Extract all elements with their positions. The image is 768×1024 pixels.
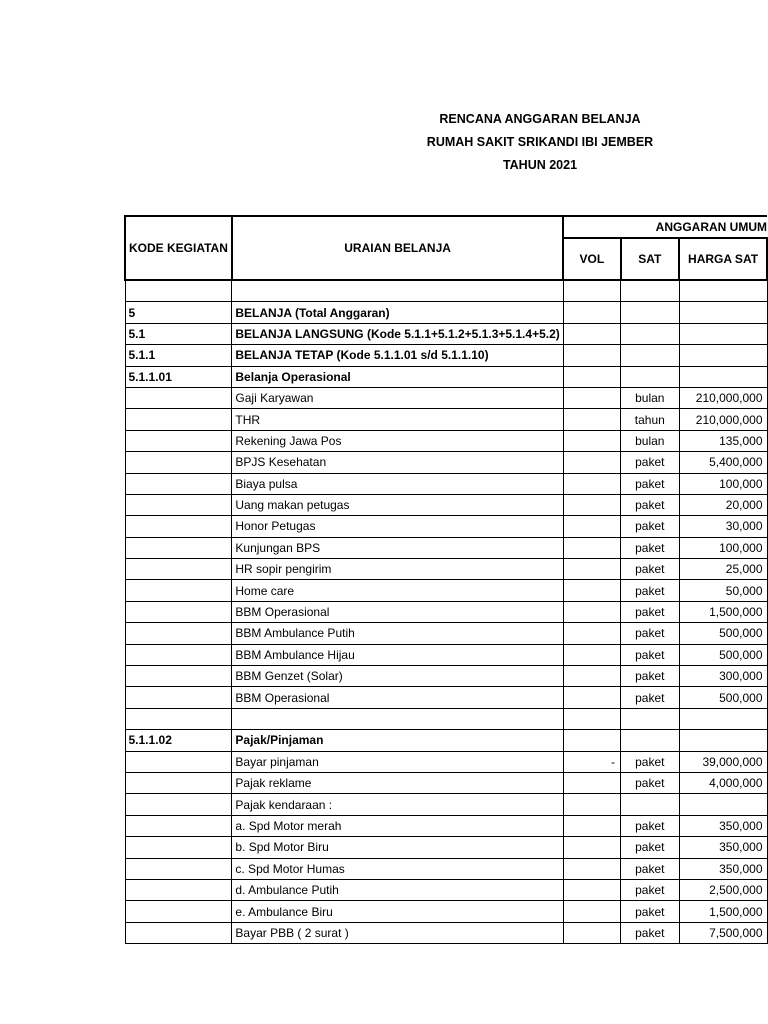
cell-harga: 4,000,000 [679,772,767,793]
table-row [125,366,767,387]
cell-harga: 350,000 [679,815,767,836]
table-body [125,280,767,944]
cell-uraian: Uang makan petugas [232,494,563,515]
cell-sat [621,708,680,729]
cell-uraian: Belanja Operasional [232,366,563,387]
cell-sat: tahun [621,409,680,430]
table-row [125,452,767,473]
cell-sat: paket [621,687,680,708]
cell-uraian: BPJS Kesehatan [232,452,563,473]
cell-kode [125,772,232,793]
cell-vol [563,837,620,858]
cell-sat: paket [621,815,680,836]
table-row [125,623,767,644]
cell-uraian: BBM Ambulance Hijau [232,644,563,665]
table-row [125,687,767,708]
cell-uraian: b. Spd Motor Biru [232,837,563,858]
table-row [125,323,767,344]
cell-sat [621,345,680,366]
cell-uraian: Gaji Karyawan [232,387,563,408]
cell-vol [563,858,620,879]
table-row [125,580,767,601]
cell-sat [621,302,680,323]
cell-harga: 7,500,000 [679,922,767,943]
cell-harga: 210,000,000 [679,387,767,408]
cell-harga: 350,000 [679,837,767,858]
cell-uraian: e. Ambulance Biru [232,901,563,922]
cell-uraian: Bayar PBB ( 2 surat ) [232,922,563,943]
table-row [125,473,767,494]
cell-vol [563,430,620,451]
cell-sat: paket [621,601,680,622]
table-row [125,879,767,900]
cell-kode [125,687,232,708]
cell-sat [621,323,680,344]
budget-table [124,215,768,944]
cell-harga: 50,000 [679,580,767,601]
cell-kode [125,452,232,473]
header-anggaran: ANGGARAN UMUM [563,216,767,238]
title-line-1: RENCANA ANGGARAN BELANJA [439,112,641,126]
cell-kode [125,644,232,665]
cell-uraian: THR [232,409,563,430]
cell-kode [125,601,232,622]
table-row [125,730,767,751]
cell-vol [563,494,620,515]
cell-kode [125,708,232,729]
table-row [125,537,767,558]
cell-vol [563,516,620,537]
cell-vol [563,730,620,751]
cell-vol [563,559,620,580]
cell-vol [563,409,620,430]
cell-harga [679,323,767,344]
cell-uraian [232,280,563,302]
cell-uraian: HR sopir pengirim [232,559,563,580]
cell-kode [125,879,232,900]
title-line-2: RUMAH SAKIT SRIKANDI IBI JEMBER [426,135,654,149]
cell-sat: bulan [621,430,680,451]
header-kode: KODE KEGIATAN [125,216,232,280]
header-uraian: URAIAN BELANJA [232,216,563,280]
cell-kode [125,387,232,408]
cell-sat: paket [621,837,680,858]
cell-kode: 5.1 [125,323,232,344]
cell-uraian: BBM Operasional [232,601,563,622]
cell-kode [125,494,232,515]
cell-uraian: BBM Operasional [232,687,563,708]
cell-uraian: BELANJA (Total Anggaran) [232,302,563,323]
cell-vol [563,922,620,943]
cell-uraian [232,708,563,729]
cell-harga [679,794,767,815]
cell-uraian: BELANJA LANGSUNG (Kode 5.1.1+5.1.2+5.1.3+5.1.4+5.2) [232,323,563,344]
cell-kode [125,666,232,687]
cell-sat: paket [621,580,680,601]
cell-sat: paket [621,623,680,644]
cell-kode [125,794,232,815]
header-harga: HARGA SAT [679,238,767,280]
cell-harga: 135,000 [679,430,767,451]
cell-vol [563,473,620,494]
cell-uraian: Rekening Jawa Pos [232,430,563,451]
cell-kode: 5.1.1.02 [125,730,232,751]
cell-kode [125,815,232,836]
cell-vol [563,601,620,622]
cell-uraian: BELANJA TETAP (Kode 5.1.1.01 s/d 5.1.1.10) [232,345,563,366]
cell-harga: 5,400,000 [679,452,767,473]
cell-harga: 25,000 [679,559,767,580]
cell-harga: 210,000,000 [679,409,767,430]
cell-sat: bulan [621,387,680,408]
cell-uraian: Kunjungan BPS [232,537,563,558]
cell-sat [621,730,680,751]
cell-sat: paket [621,922,680,943]
cell-vol [563,623,620,644]
cell-sat [621,794,680,815]
cell-vol [563,366,620,387]
cell-harga: 1,500,000 [679,601,767,622]
table-row [125,345,767,366]
cell-uraian: d. Ambulance Putih [232,879,563,900]
table-row [125,772,767,793]
cell-vol [563,644,620,665]
cell-vol [563,687,620,708]
table-row [125,751,767,772]
cell-kode [125,837,232,858]
cell-sat: paket [621,666,680,687]
cell-vol [563,815,620,836]
cell-uraian: a. Spd Motor merah [232,815,563,836]
table-row [125,409,767,430]
cell-sat: paket [621,494,680,515]
cell-vol [563,345,620,366]
cell-kode: 5 [125,302,232,323]
cell-sat: paket [621,879,680,900]
cell-kode [125,901,232,922]
cell-sat: paket [621,772,680,793]
cell-uraian: BBM Ambulance Putih [232,623,563,644]
cell-harga: 500,000 [679,623,767,644]
cell-harga: 300,000 [679,666,767,687]
cell-harga [679,708,767,729]
table-row [125,644,767,665]
cell-uraian: Bayar pinjaman [232,751,563,772]
table-row [125,601,767,622]
cell-kode [125,559,232,580]
document-title [290,108,768,177]
cell-harga [679,302,767,323]
cell-harga [679,280,767,302]
cell-vol [563,280,620,302]
cell-kode [125,751,232,772]
cell-sat [621,366,680,387]
cell-harga: 30,000 [679,516,767,537]
cell-sat: paket [621,473,680,494]
cell-uraian: BBM Genzet (Solar) [232,666,563,687]
cell-kode: 5.1.1.01 [125,366,232,387]
cell-kode [125,623,232,644]
cell-harga: 39,000,000 [679,751,767,772]
cell-vol [563,879,620,900]
cell-kode [125,537,232,558]
cell-harga: 2,500,000 [679,879,767,900]
table-row [125,666,767,687]
cell-harga: 500,000 [679,644,767,665]
cell-harga: 500,000 [679,687,767,708]
cell-sat: paket [621,516,680,537]
cell-uraian: Home care [232,580,563,601]
cell-harga: 100,000 [679,473,767,494]
cell-harga [679,345,767,366]
cell-harga: 1,500,000 [679,901,767,922]
table-row [125,494,767,515]
cell-vol [563,580,620,601]
cell-vol [563,302,620,323]
cell-sat: paket [621,858,680,879]
table-row [125,516,767,537]
header-sat: SAT [621,238,680,280]
cell-harga: 350,000 [679,858,767,879]
cell-uraian: c. Spd Motor Humas [232,858,563,879]
cell-sat: paket [621,537,680,558]
cell-kode [125,922,232,943]
cell-sat: paket [621,644,680,665]
cell-uraian: Biaya pulsa [232,473,563,494]
cell-uraian: Honor Petugas [232,516,563,537]
cell-kode [125,280,232,302]
cell-kode [125,409,232,430]
cell-sat: paket [621,559,680,580]
cell-harga: 20,000 [679,494,767,515]
cell-vol [563,452,620,473]
cell-kode: 5.1.1 [125,345,232,366]
table-row [125,302,767,323]
cell-vol [563,387,620,408]
cell-vol [563,708,620,729]
cell-sat: paket [621,452,680,473]
table-row [125,858,767,879]
table-row [125,794,767,815]
cell-sat: paket [621,901,680,922]
table-row [125,387,767,408]
cell-vol [563,794,620,815]
cell-harga [679,730,767,751]
table-row [125,559,767,580]
cell-vol [563,537,620,558]
cell-vol [563,323,620,344]
table-row [125,280,767,302]
cell-kode [125,473,232,494]
table-row [125,901,767,922]
table-row [125,815,767,836]
table-row [125,922,767,943]
cell-uraian: Pajak/Pinjaman [232,730,563,751]
table-row [125,708,767,729]
cell-vol [563,666,620,687]
cell-vol [563,901,620,922]
cell-kode [125,858,232,879]
cell-vol [563,772,620,793]
cell-uraian: Pajak reklame [232,772,563,793]
header-vol: VOL [563,238,620,280]
cell-harga: 100,000 [679,537,767,558]
title-line-3: TAHUN 2021 [502,158,578,172]
cell-harga [679,366,767,387]
table-row [125,430,767,451]
cell-sat: paket [621,751,680,772]
cell-vol: - [563,751,620,772]
cell-kode [125,430,232,451]
cell-uraian: Pajak kendaraan : [232,794,563,815]
cell-kode [125,580,232,601]
cell-kode [125,516,232,537]
cell-sat [621,280,680,302]
table-row [125,837,767,858]
